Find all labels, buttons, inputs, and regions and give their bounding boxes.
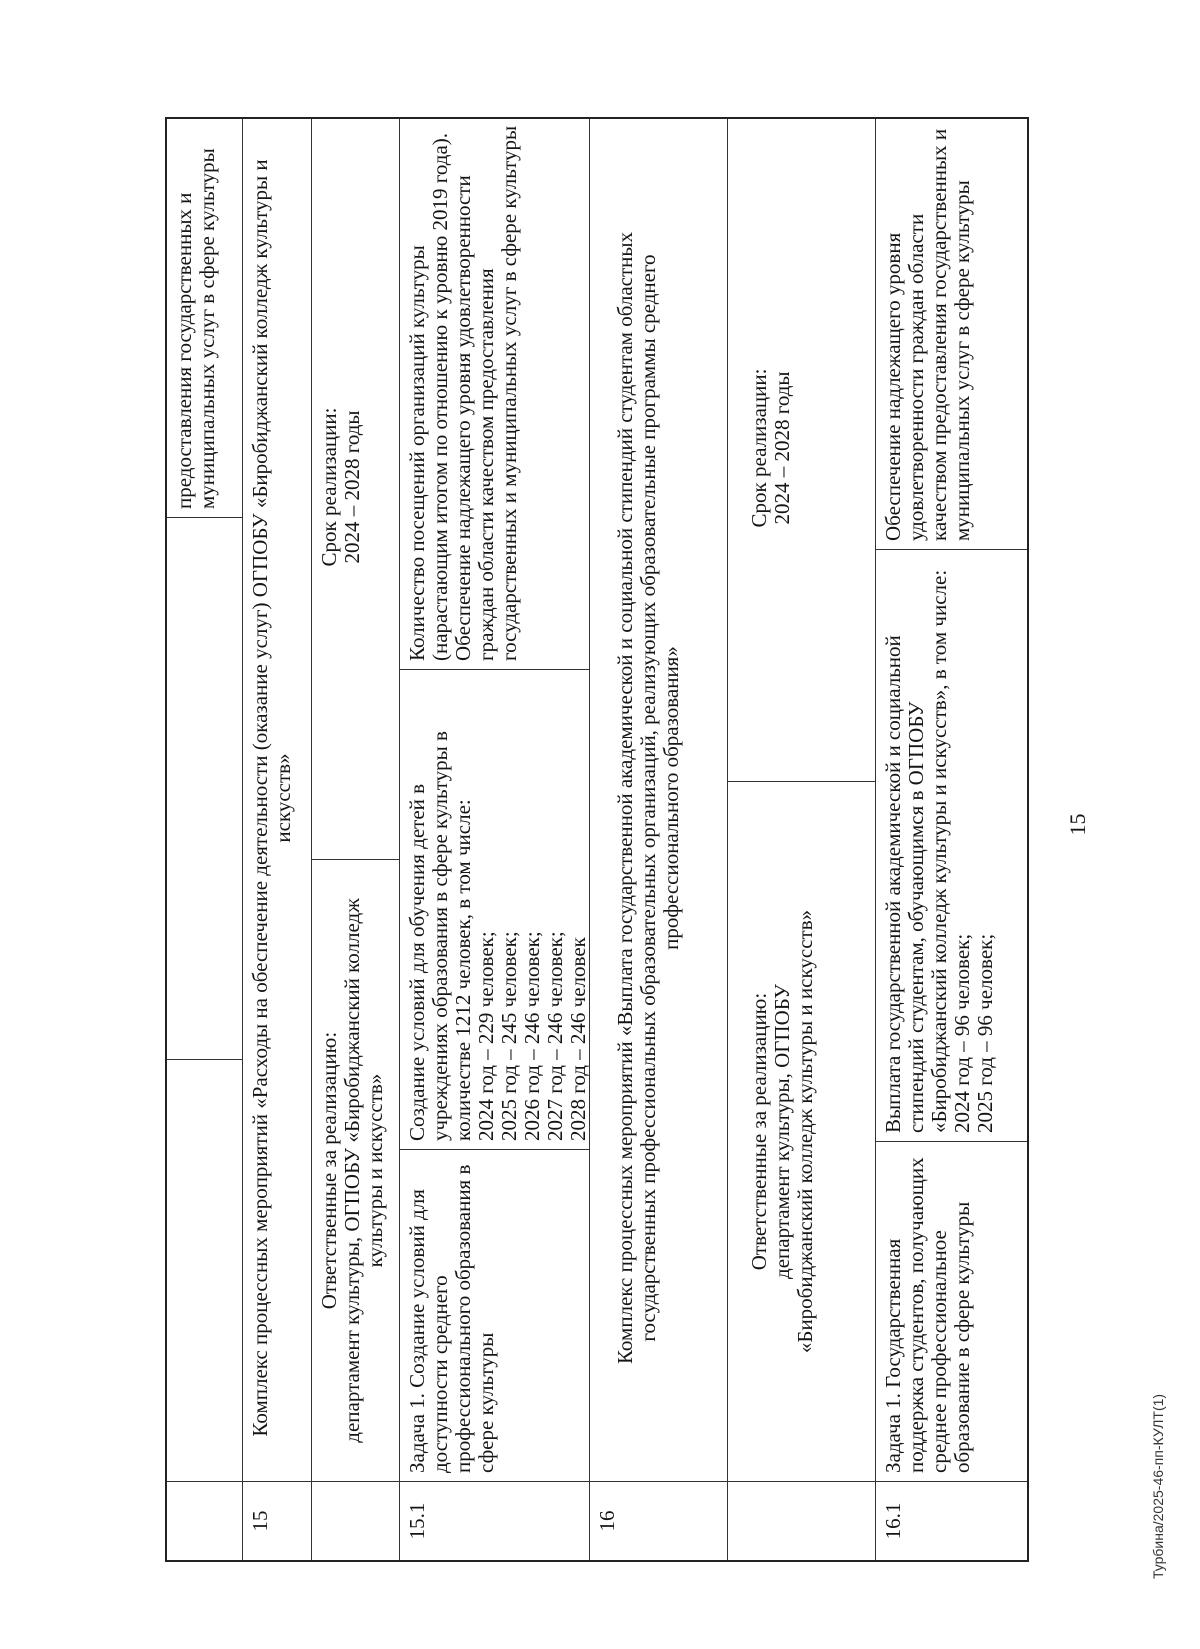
complex-title: Комплекс процессных мероприятий «Выплата государственной академической и социальной стипендий студентам областных государственных профессиональных образовательных организаций, реализующих образовательные программы среднего профессионального образования» [590, 117, 727, 1482]
result-cell: предоставления государственных и муниципальных услуг в сфере культуры [167, 117, 242, 518]
row-number: 15.1 [405, 1502, 429, 1540]
table-row [727, 119, 875, 1560]
result-cell: Обеспечение надлежащего уровня удовлетворенности граждан области качеством предоставления государственных и муниципальных услуг в сфере культуры [876, 117, 1029, 550]
footer-doc-id: Турбина/2025-46-пп-КУЛТ(1) [1150, 1393, 1166, 1579]
task-cell: Задача 1. Государственная поддержка студентов, получающих среднее профессиональное образование в сфере культуры [876, 1142, 1029, 1482]
complex-title: Комплекс процессных мероприятий «Расходы на обеспечение деятельности (оказание услуг) ОГПОБУ «Биробиджанский колледж культуры и искусств» [243, 117, 311, 1482]
number-cell [167, 1482, 242, 1560]
term-cell: Срок реализации: 2024 – 2028 годы [728, 117, 875, 782]
table-row [242, 119, 311, 1560]
responsible-cell: Ответственные за реализацию: департамент культуры, ОГПОБУ «Биробиджанский колледж культуры и искусств» [728, 782, 875, 1482]
page-number: 15 [1065, 813, 1090, 836]
measures-table [165, 117, 1029, 1562]
responsible-cell: Ответственные за реализацию: департамент культуры, ОГПОБУ «Биробиджанский колледж культуры и искусств» [312, 860, 399, 1482]
description-cell: Выплата государственной академической и социальной стипендий студентам, обучающимся в ОГПОБУ «Биробиджанский колледж культуры и искусств», в том числе: 2024 год – 96 человек; 2025 год – 96 человек; [876, 550, 1029, 1142]
table-row [875, 119, 1029, 1560]
table-row [399, 119, 589, 1560]
term-cell: Срок реализации: 2024 – 2028 годы [312, 117, 399, 860]
result-cell: Количество посещений организаций культуры (нарастающим итогом по отношению к уровню 2019 года). Обеспечение надлежащего уровня удовлетворенности граждан области качеством предоставления государственных и муниципальных услуг в сфере культуры [400, 117, 589, 670]
number-cell [312, 1482, 399, 1560]
row-number: 16 [595, 1510, 619, 1532]
table-row [311, 119, 399, 1560]
row-number: 16.1 [881, 1502, 905, 1540]
description-cell: Создание условий для обучения детей в учреждениях образования в сфере культуры в количестве 1212 человек, в том числе: 2024 год – 229 человек; 2025 год – 245 человек; 2026 год – 246 человек; 2027 год – 246 человек; 2028 год – 246 человек [400, 670, 589, 1150]
table-row [167, 119, 242, 1560]
description-cell [167, 518, 242, 1060]
task-cell: Задача 1. Создание условий для доступности среднего профессионального образования в сфере культуры [400, 1150, 589, 1482]
row-number: 15 [248, 1510, 272, 1532]
number-cell [728, 1482, 875, 1560]
task-cell [167, 1060, 242, 1482]
table-row [589, 119, 727, 1560]
